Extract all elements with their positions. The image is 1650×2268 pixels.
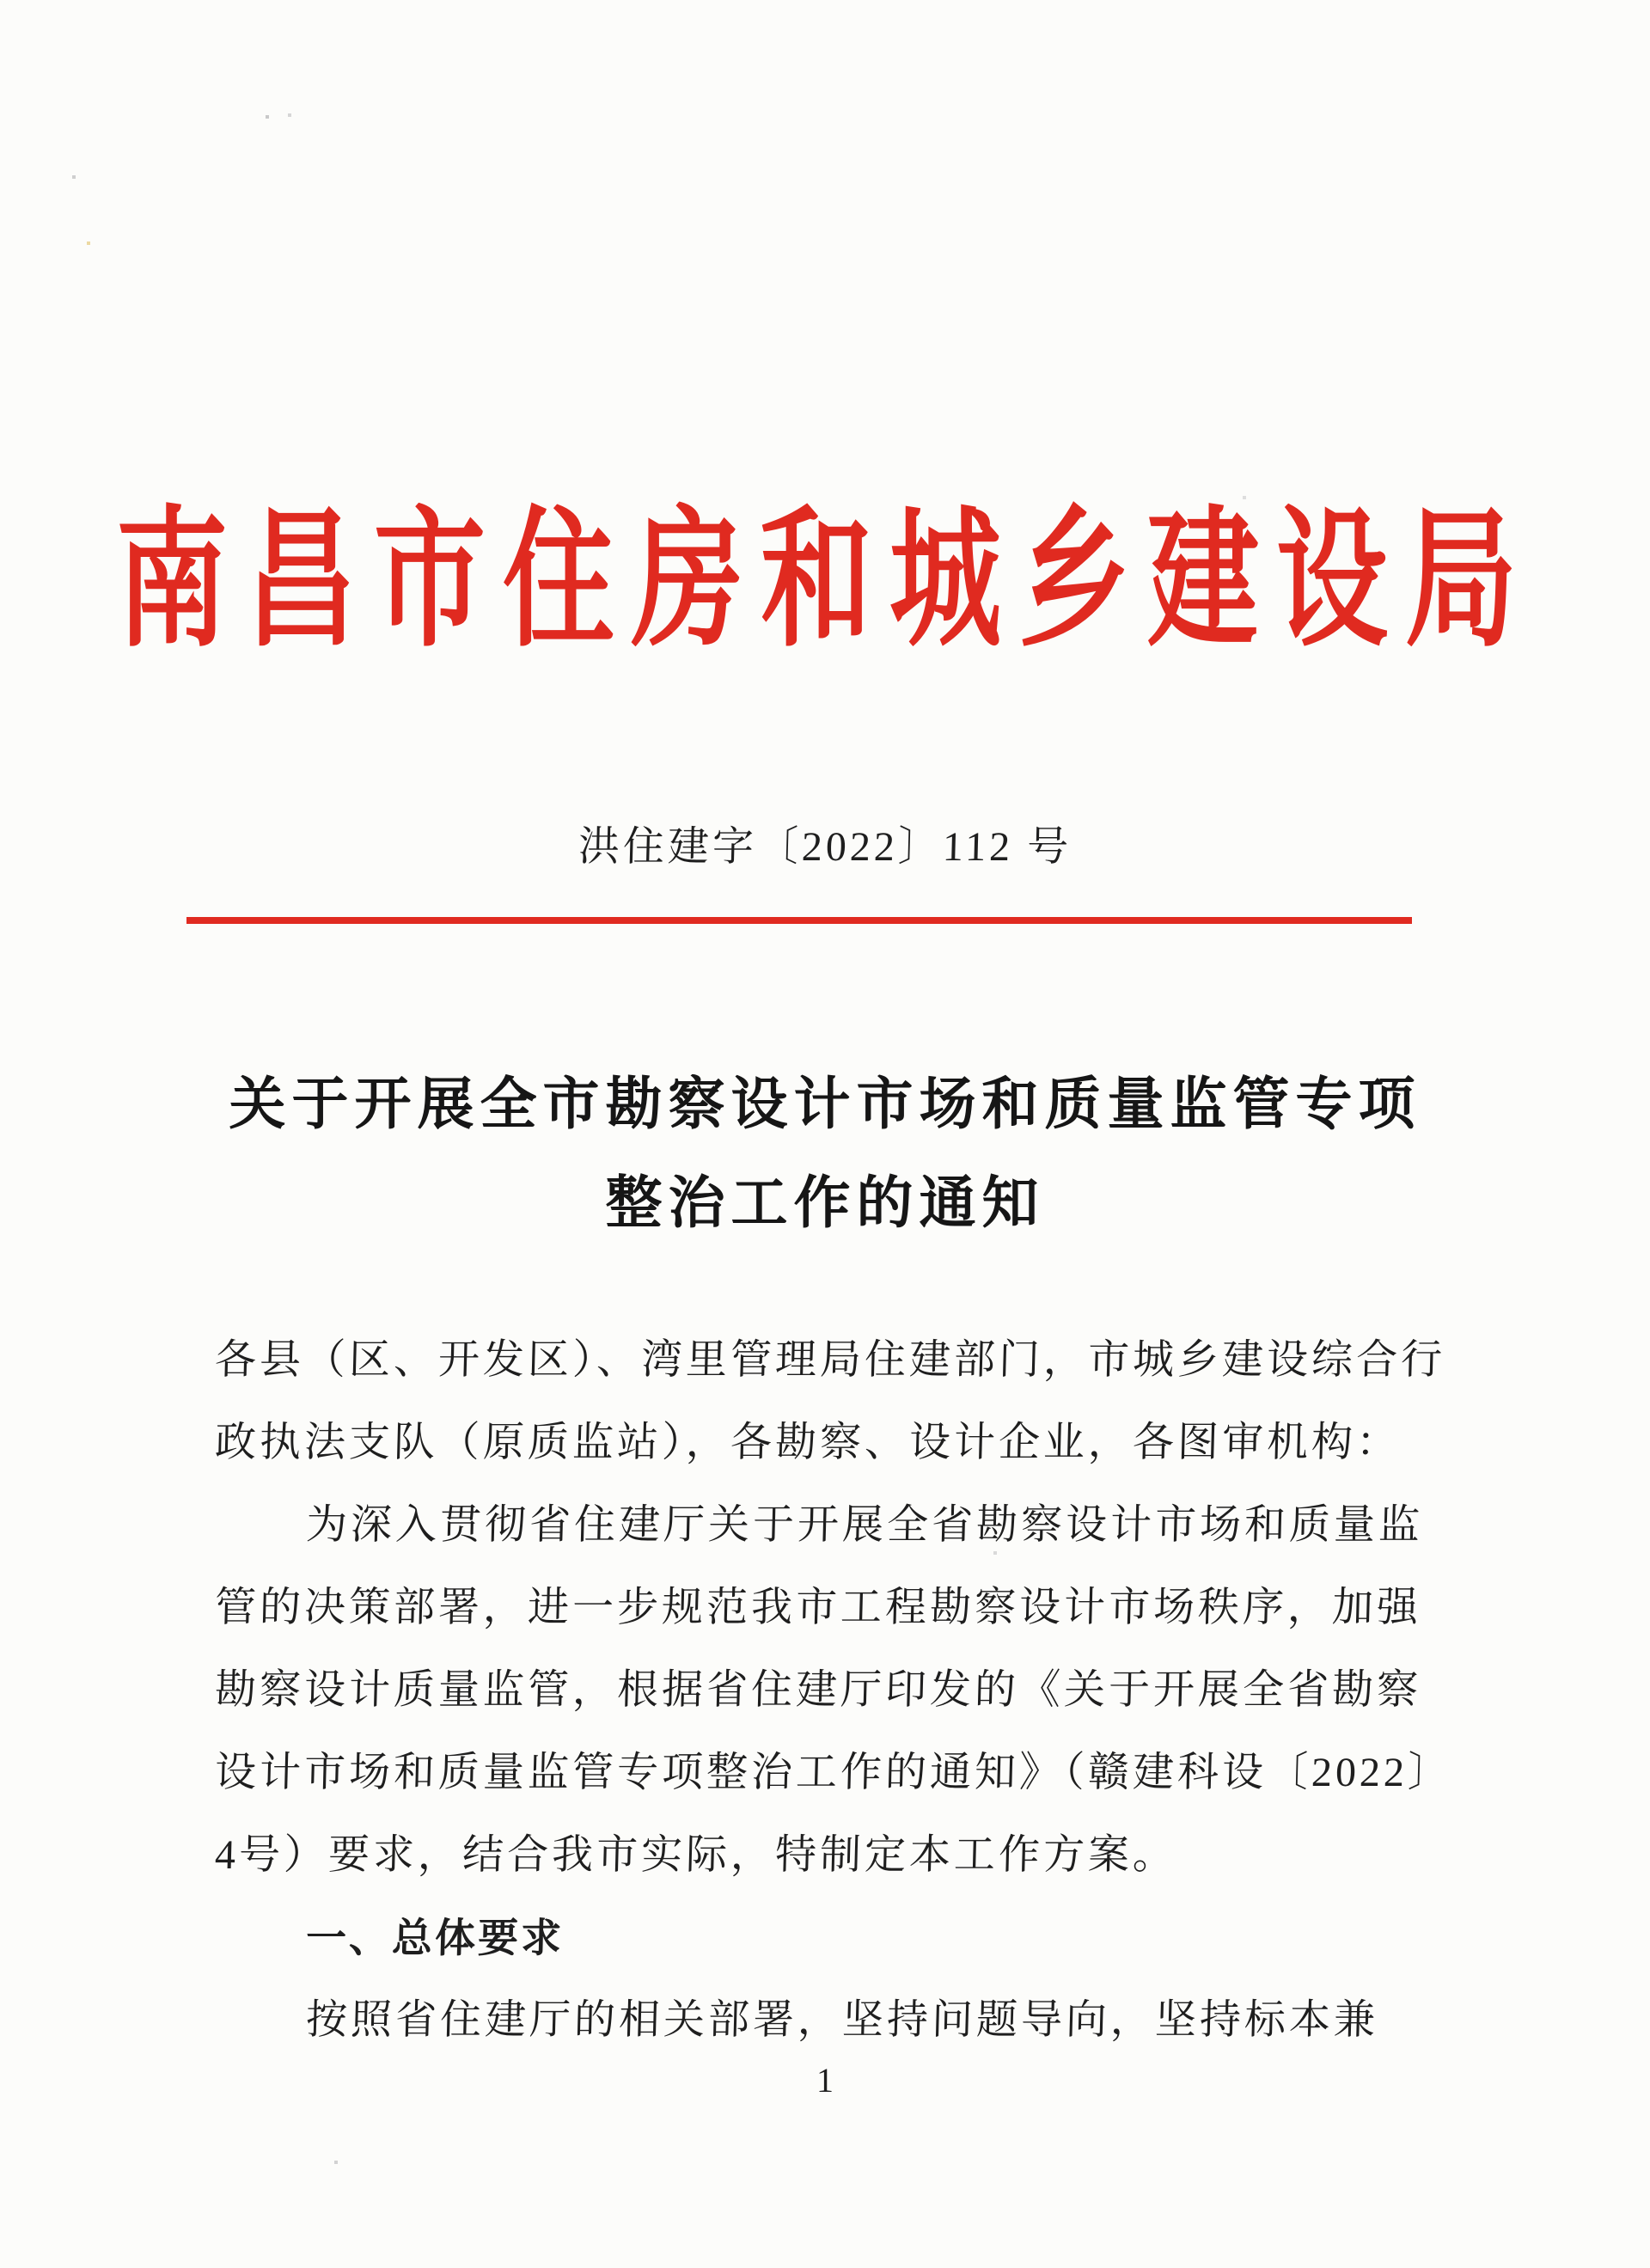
document-title-line-1: 关于开展全市勘察设计市场和质量监管专项: [229, 1073, 1421, 1136]
page-number: 1: [816, 2061, 834, 2100]
section-heading: 一、总体要求: [305, 1915, 565, 1960]
body-line: 勘察设计质量监管，根据省住建厅印发的《关于开展全省勘察: [214, 1667, 1422, 1713]
body-line: 4号）要求，结合我市实际，特制定本工作方案。: [214, 1832, 1178, 1878]
body-line: 管的决策部署，进一步规范我市工程勘察设计市场秩序，加强: [214, 1585, 1422, 1630]
body-line: 按照省住建厅的相关部署，坚持问题导向，坚持标本兼: [305, 1997, 1379, 2043]
document-title-line-2: 整治工作的通知: [605, 1172, 1045, 1235]
body-line: 各县（区、开发区）、湾里管理局住建部门，市城乡建设综合行: [214, 1337, 1446, 1383]
scan-artifacts: [0, 0, 2, 2]
red-divider-line: [186, 917, 1412, 924]
document-body: [214, 1319, 1453, 2062]
document-number: 洪住建字〔2022〕112 号: [578, 824, 1072, 870]
issuing-agency-title: 南昌市住房和城乡建设局: [115, 498, 1534, 666]
body-line: 设计市场和质量监管专项整治工作的通知》（赣建科设〔2022〕: [214, 1750, 1453, 1795]
document-title: [0, 1055, 1650, 1253]
body-line: 为深入贯彻省住建厅关于开展全省勘察设计市场和质量监: [305, 1502, 1424, 1548]
body-line: 政执法支队（原质监站），各勘察、设计企业，各图审机构：: [214, 1420, 1402, 1465]
